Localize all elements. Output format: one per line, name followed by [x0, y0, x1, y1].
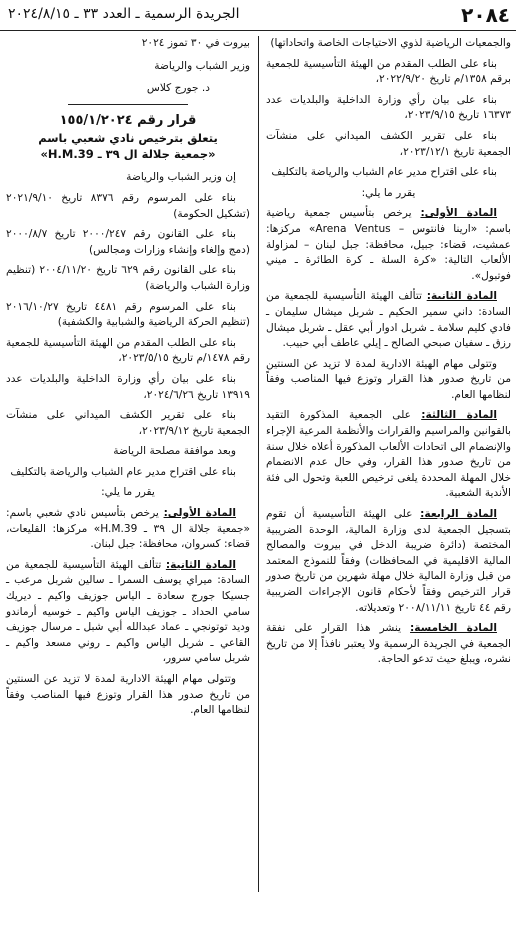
gazette-issue-title: الجريدة الرسمية ـ العدد ٣٣ ـ ٢٠٢٤/٨/١٥ — [8, 6, 240, 22]
paragraph: بناء على القانون رقم ٦٢٩ تاريخ ٢٠٠٤/١١/٢٠ (تنظيم وزارة الشباب والرياضة) — [6, 264, 250, 292]
paragraph: وبعد موافقة مصلحة الرياضة — [113, 445, 236, 458]
article-text: يرخص بتأسيس جمعية رياضية باسم: «ارينا فانتوس – Arena Ventus» مركزها: عمشيت، قضاء: جبيل، محافظة: جبل لبنان – لمزاولة الألعاب التالية: «كرة السلة ـ كرة الطائرة ـ ميني فوتبول». — [266, 207, 511, 282]
signature-block — [6, 36, 250, 97]
article-4 — [266, 507, 511, 616]
paragraph: بناء على اقتراح مدير عام الشباب والرياضة بالتكليف — [271, 166, 497, 179]
article-3 — [266, 408, 511, 502]
signature-place-date: بيروت في ٣٠ تموز ٢٠٢٤ — [141, 37, 250, 49]
paragraph: بناء على اقتراح مدير عام الشباب والرياضة بالتكليف — [10, 465, 236, 478]
left-column — [6, 36, 250, 724]
signature-name: د. جورج كلاس — [146, 82, 210, 95]
paragraph: بناء على بيان رأي وزارة الداخلية والبلديات عدد ١٦٣٧٣ تاريخ ٢٠٢٣/٩/١٥، — [266, 93, 511, 122]
paragraph: بناء على المرسوم رقم ٨٣٧٦ تاريخ ٢٠٢١/٩/١٠ (تشكيل الحكومة) — [6, 191, 250, 220]
paragraph: وتتولى مهام الهيئة الادارية لمدة لا تزيد عن السنتين من تاريخ صدور هذا القرار وتوزع فيها المناصب وفقاً لنظامها العام. — [6, 673, 250, 717]
right-column — [266, 36, 511, 673]
paragraph: بناء على تقرير الكشف الميداني على منشآت الجمعية تاريخ ٢٠٢٣/١٢/١، — [266, 129, 511, 158]
article-text: تتألف الهيئة التأسيسية للجمعية من السادة: داني سمير الحكيم ـ شربل ميشال سليمان ـ فادي كليم سلامة ـ شربل ادوار أبي عقل ـ شربل ميشال رزق ـ سفيان صبحي الصالح ـ إيلي عاطف أبي حبيب. — [266, 290, 511, 350]
paragraph: والجمعيات الرياضية لذوي الاحتياجات الخاصة واتحاداتها) — [270, 37, 511, 49]
page-header — [0, 0, 516, 31]
article-5 — [266, 621, 511, 668]
paragraph: بناء على القانون رقم ٢٠٠٠/٢٤٧ تاريخ ٢٠٠٠/٨/٧ (دمج وإلغاء وإنشاء وزارات ومجالس) — [6, 228, 250, 256]
article-label: المادة الثانية: — [426, 290, 497, 303]
article-2 — [6, 558, 250, 667]
decision-subject: يتعلق بترخيص نادي شعبي باسم «جمعية جلالة ال ٣٩ ـ H.M.39» — [38, 131, 218, 162]
article-text: تتألف الهيئة التأسيسية للجمعية من السادة: ميراي يوسف السمرا ـ سالين شربل مرعب ـ جسيكا جورج سعادة ـ الياس جوزيف واكيم ـ ديريك سامي الحداد ـ جوزيف الياس واكيم ـ خوسيه أرماندو وديد توتونجي ـ عماد عبدالله أبي شبل ـ مرسال جوزيف القاعي ـ شربل الياس واكيم ـ روني مسعد واكيم ـ شربل سامي سرور، — [6, 558, 250, 665]
article-text: يرخص بتأسيس نادي شعبي باسم: «جمعية جلالة ال ٣٩ ـ H.M.39» مركزها: القليعات، قضاء: كسروان، محافظة: جبل لبنان. — [6, 507, 250, 551]
article-1 — [266, 206, 511, 284]
paragraph: بناء على الطلب المقدم من الهيئة التأسيسية للجمعية رقم ١٤٧٨/م تاريخ ٢٠٢٣/٥/١٥، — [6, 336, 250, 365]
article-2 — [266, 289, 511, 351]
article-label: المادة الثانية: — [165, 558, 236, 571]
paragraph: إن وزير الشباب والرياضة — [126, 171, 236, 184]
paragraph: بناء على الطلب المقدم من الهيئة التأسيسية للجمعية برقم ١٣٥٨/م تاريخ ٢٠٢٢/٩/٢٠، — [266, 57, 511, 86]
article-label: المادة الرابعة: — [420, 508, 497, 521]
decides-heading: يقرر ما يلي: — [101, 486, 155, 499]
article-label: المادة الثالثة: — [421, 409, 497, 422]
article-text: على الجمعية المذكورة التقيد بالقوانين والمراسيم والقرارات والأنظمة المرعية الإجراء والإنضمام الى اتحادات الألعاب المذكورة أعلاه خلال سنة من تاريخ صدور هذا القرار، وفي حال عدم الانضمام خلال المهلة المحددة يلغى ترخيص اللعبة وتحول الى فئة الأندية الشعبية. — [266, 409, 511, 500]
section-separator — [68, 104, 188, 105]
column-divider — [258, 36, 259, 892]
page-number: ٢٠٨٤ — [461, 3, 510, 27]
paragraph: بناء على تقرير الكشف الميداني على منشآت الجمعية تاريخ ٢٠٢٣/٩/١٢، — [6, 409, 250, 437]
article-label: المادة الأولى: — [163, 507, 236, 520]
article-text: على الهيئة التأسيسية أن تقوم بتسجيل الجمعية لدى وزارة المالية، الوحدة الضريبية المختصة (دائرة ضريبة الدخل في بيروت والمصالح المالية الاقليمية في المحافظات) وفقاً للنموذج المعتمد من قبل وزارة المالية خلال مهلة شهرين من تاريخ صدور قرار الترخيص وفقاً لأحكام قانون الإجراءات الضريبية رقم ٤٤ تاريخ ٢٠٠٨/١١/١١ وتعديلاته. — [266, 508, 511, 614]
article-label: المادة الأولى: — [420, 207, 498, 220]
decision-title: قرار رقم ١٥٥/١/٢٠٢٤ — [59, 112, 197, 128]
paragraph: بناء على بيان رأي وزارة الداخلية والبلديات عدد ١٣٩١٩ تاريخ ٢٠٢٤/٦/٢٦، — [6, 372, 250, 401]
signature-title: وزير الشباب والرياضة — [154, 59, 250, 72]
article-label: المادة الخامسة: — [410, 622, 497, 635]
decides-heading: يقرر ما يلي: — [361, 186, 416, 199]
paragraph: بناء على المرسوم رقم ٤٤٨١ تاريخ ٢٠١٦/١٠/٢٧ (تنظيم الحركة الرياضية والشبابية والكشفية) — [6, 300, 250, 329]
paragraph: وتتولى مهام الهيئة الادارية لمدة لا تزيد عن السنتين من تاريخ صدور هذا القرار وتوزع فيها المناصب وفقاً لنظامها العام. — [266, 357, 511, 401]
article-1 — [6, 506, 250, 553]
article-text: ينشر هذا القرار على نفقة الجمعية في الجريدة الرسمية ولا يعتبر نافذاً إلا من تاريخ نشره، ويبلغ حيث تدعو الحاجة. — [266, 622, 511, 666]
